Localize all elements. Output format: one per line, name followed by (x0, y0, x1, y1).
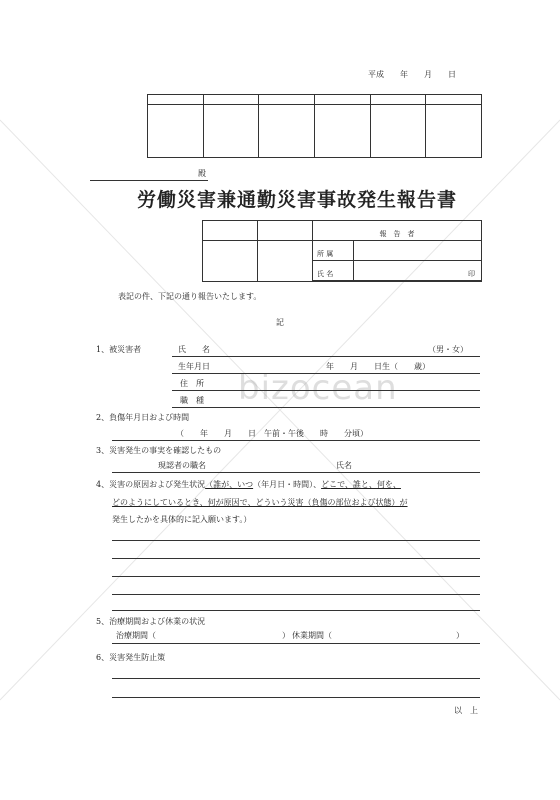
s4-line2: どのようにしているとき、何が原因で、どういう災害（負傷の部位および状態）が (112, 498, 408, 507)
addressee-line (90, 180, 208, 181)
s4-line1-d: どこで、誰と、何を、 (321, 480, 401, 489)
stamp-cell (259, 105, 315, 158)
s3-label: 3、災害発生の事実を確認したもの (96, 446, 222, 455)
document-title: 労働災害兼通勤災害事故発生報告書 (137, 189, 458, 211)
reporter-header-cell (313, 221, 482, 241)
reporter-name-field[interactable] (354, 261, 482, 281)
reporter-header: 報 告 者 (379, 230, 415, 238)
s4-label (96, 481, 401, 489)
s5-treat-close: ） (282, 631, 290, 640)
intro-text: 表記の件、下記の通り報告いたします。 (118, 292, 262, 301)
reporter-name-label: 氏 名 (317, 270, 334, 278)
stamp-cell (370, 105, 426, 158)
s6-answer-line[interactable] (112, 697, 480, 698)
s4-line1-a: （誰が、 (205, 480, 238, 489)
date-line: 平成 年 月 日 (368, 70, 456, 79)
s1-job-underline[interactable] (172, 407, 480, 408)
stamp-cell (203, 105, 259, 158)
s6-answer-line[interactable] (112, 678, 480, 679)
s1-dob-value: 年 月 日生（ 歳） (326, 362, 430, 371)
approval-stamp-grid (147, 94, 482, 158)
addressee-suffix: 殿 (198, 169, 206, 178)
reporter-stamp-cell (258, 241, 313, 282)
s1-address-label: 住 所 (180, 379, 204, 388)
s2-value: （ 年 月 日 午前・午後 時 分頃） (176, 429, 368, 438)
s4-line3: 発生したかを具体的に記入願います。） (112, 515, 252, 524)
stamp-cell (314, 105, 370, 158)
s2-underline[interactable] (112, 440, 480, 441)
stamp-header-cell (314, 95, 370, 105)
s4-line1-b: いつ (237, 480, 254, 489)
stamp-cell (426, 105, 482, 158)
reporter-stamp-header (258, 221, 313, 241)
stamp-header-cell (259, 95, 315, 105)
s3-name-label: 氏名 (336, 461, 352, 470)
s1-name-label: 氏 名 (178, 345, 210, 354)
s4-answer-line[interactable] (112, 558, 480, 559)
stamp-header-cell (148, 95, 204, 105)
watermark-text: bizocean (238, 368, 398, 408)
end-mark: 以 上 (454, 706, 478, 715)
s4-answer-line[interactable] (112, 576, 480, 577)
ki-mark: 記 (276, 318, 284, 327)
s1-label: 1、被災害者 (96, 345, 142, 354)
s2-label: 2、負傷年月日および時間 (96, 413, 190, 422)
s1-gender: （男・女） (428, 345, 468, 354)
s5-leave-close: ） (456, 631, 464, 640)
s6-label: 6、災害発生防止策 (96, 653, 166, 662)
s3-underline[interactable] (112, 472, 480, 473)
stamp-header-cell (370, 95, 426, 105)
reporter-dept-label: 所 属 (317, 250, 334, 258)
s4-label-text: 4、災害の原因および発生状況 (96, 480, 206, 489)
s4-line1-c: （年月日・時間）、 (253, 480, 322, 489)
s1-name-underline[interactable] (172, 356, 480, 357)
reporter-stamp-cell (203, 241, 258, 282)
s5-underline[interactable] (112, 643, 480, 644)
reporter-box (202, 220, 482, 282)
s1-dob-label: 生年月日 (178, 362, 210, 371)
s1-dob-underline[interactable] (172, 373, 480, 374)
reporter-dept-field[interactable] (354, 241, 482, 261)
stamp-header-cell (426, 95, 482, 105)
s4-answer-line[interactable] (112, 540, 480, 541)
s5-label: 5、治療期間および休業の状況 (96, 617, 206, 626)
s1-job-label: 職 種 (180, 396, 204, 405)
s4-answer-line[interactable] (112, 594, 480, 595)
stamp-header-cell (203, 95, 259, 105)
seal-mark: 印 (468, 270, 475, 278)
s1-address-underline[interactable] (172, 390, 480, 391)
s5-treat-label: 治療期間（ (116, 631, 156, 640)
s4-answer-line[interactable] (112, 610, 480, 611)
reporter-stamp-header (203, 221, 258, 241)
stamp-cell (148, 105, 204, 158)
s3-witness-label: 現認者の職名 (158, 461, 206, 470)
s5-leave-label: 休業期間（ (292, 631, 332, 640)
